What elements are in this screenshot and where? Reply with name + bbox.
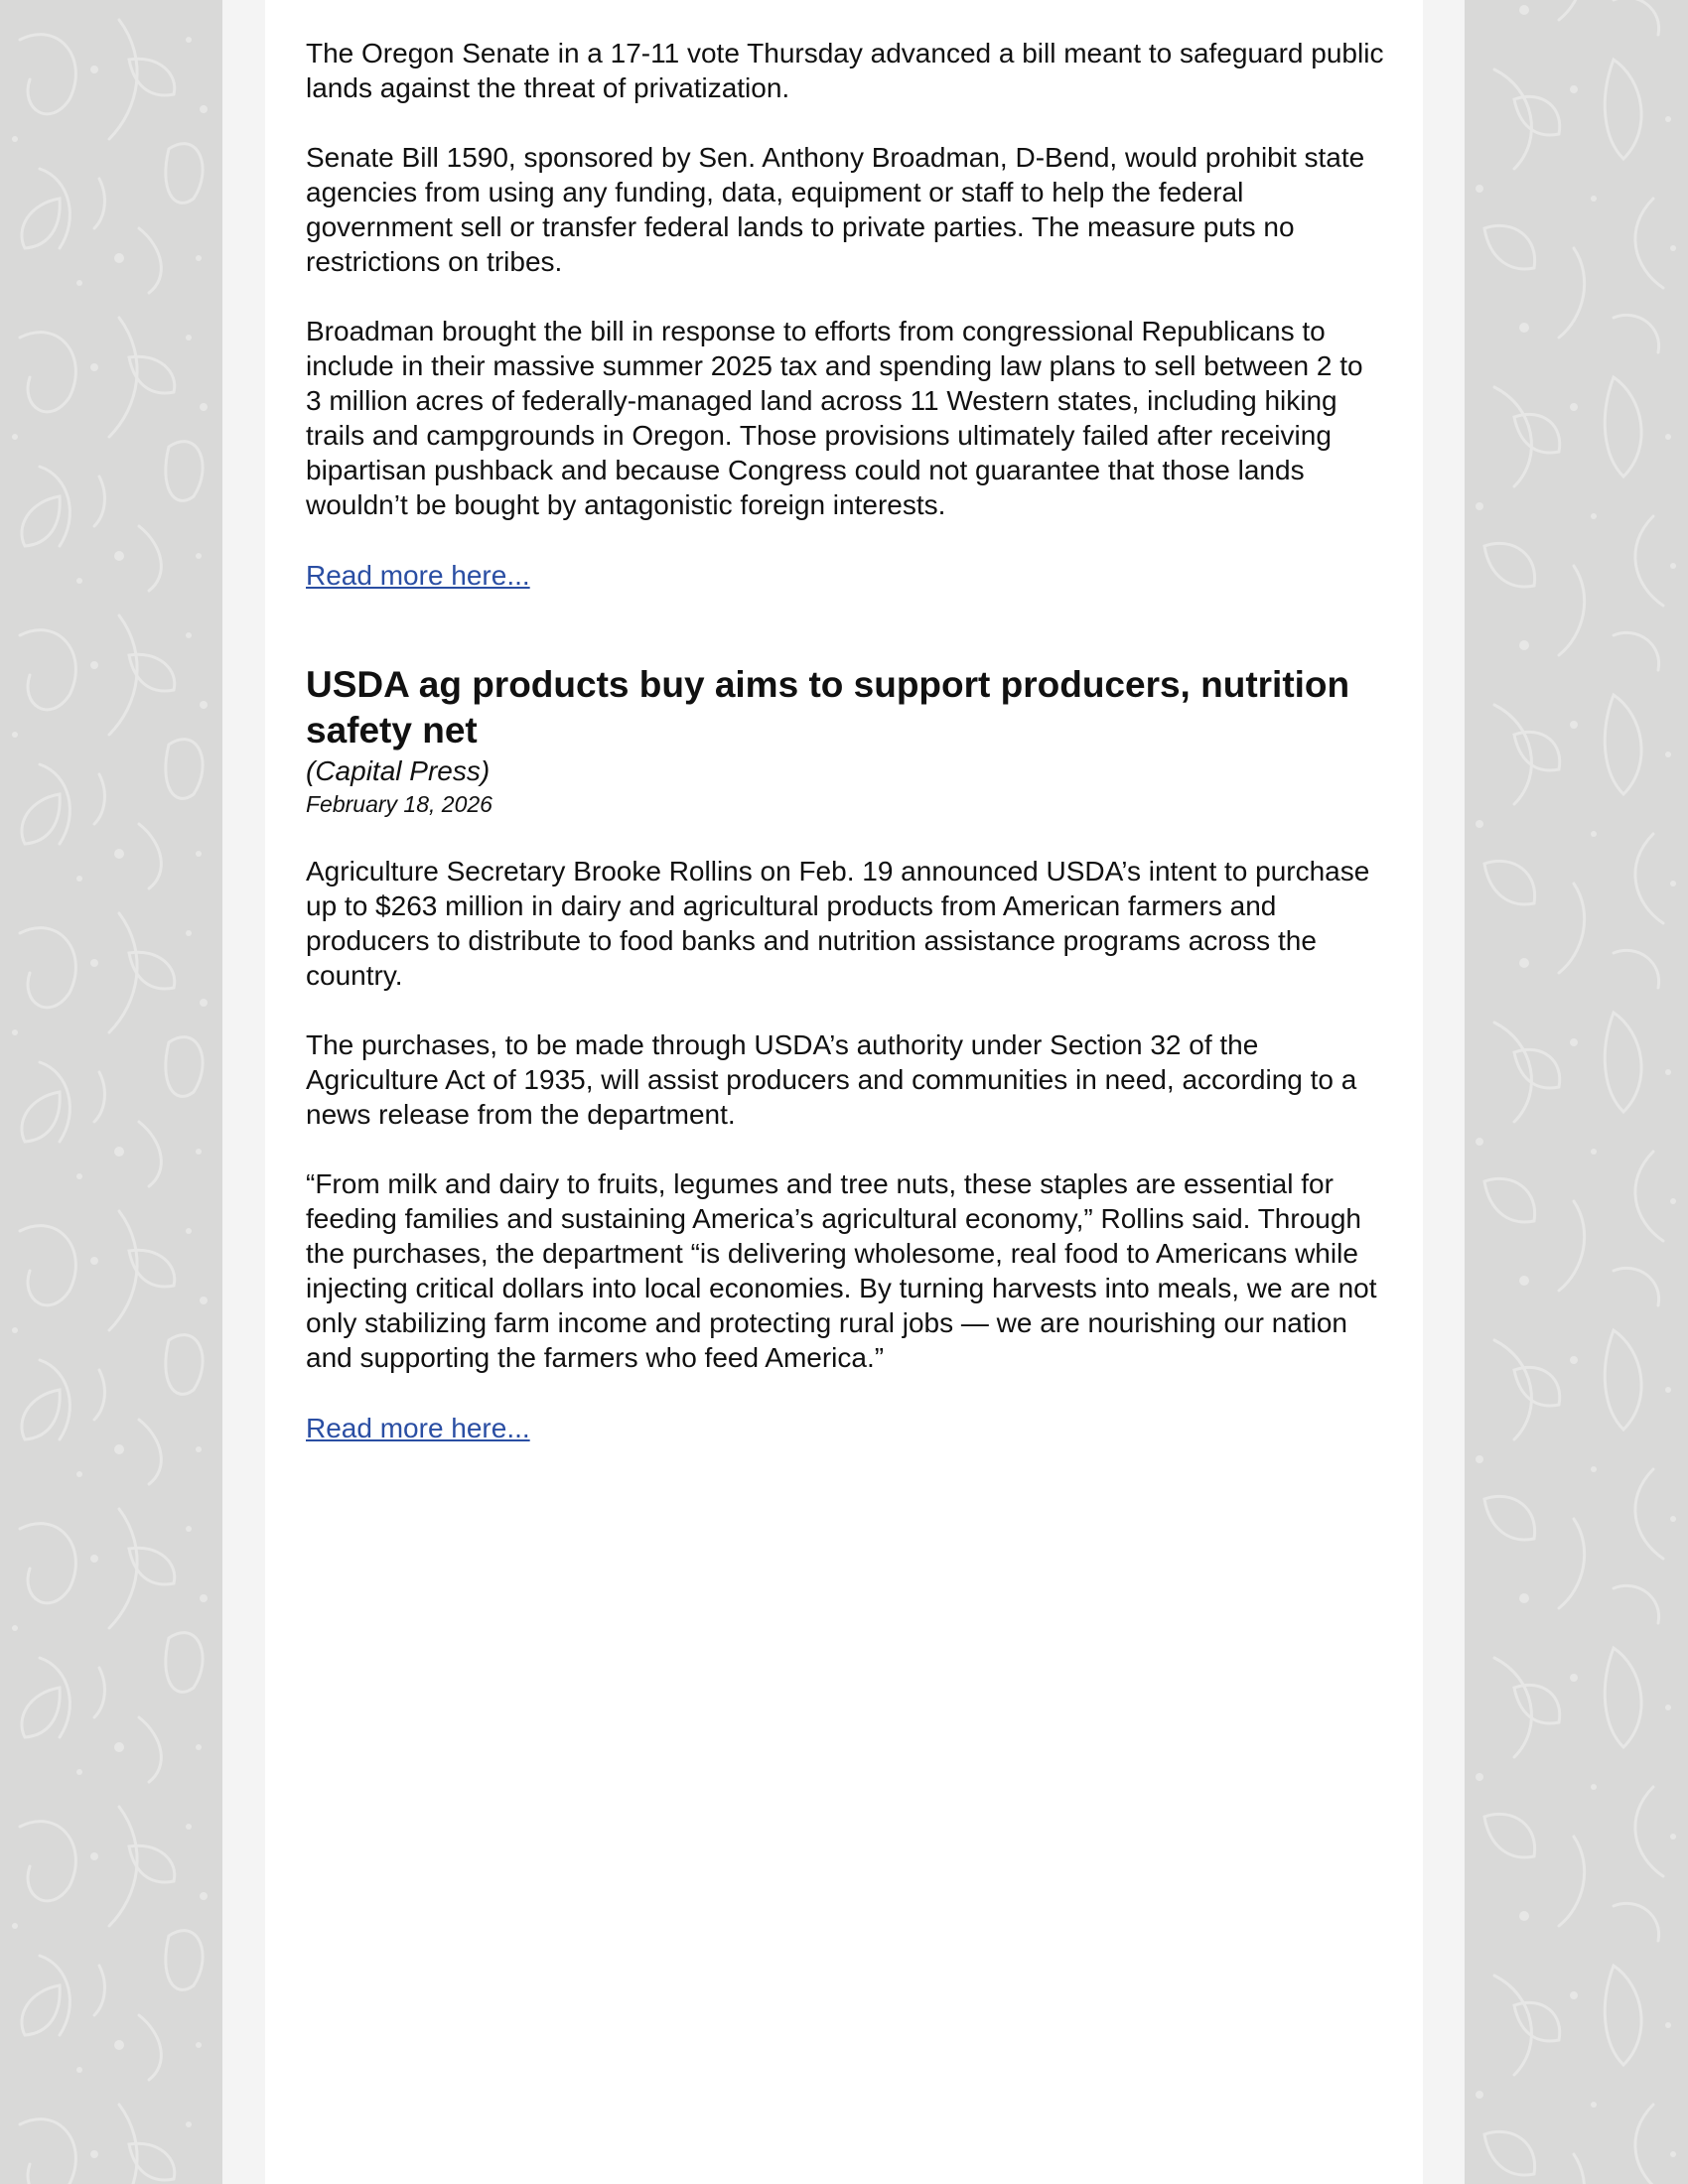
article-oregon-public-lands	[306, 36, 1384, 593]
article-paragraph: The purchases, to be made through USDA’s authority under Section 32 of the Agriculture Act of 1935, will assist producers and communities in need, according to a news release from the department.	[306, 1029, 1357, 1130]
article-source: (Capital Press)	[306, 755, 491, 786]
article-title: USDA ag products buy aims to support producers, nutrition safety net	[306, 664, 1350, 751]
article-usda-products	[306, 662, 1384, 1445]
article-paragraph: Senate Bill 1590, sponsored by Sen. Anthony Broadman, D-Bend, would prohibit state agencies from using any funding, data, equipment or staff to help the federal government sell or transfer federal lands to private parties. The measure puts no restrictions on tribes.	[306, 142, 1365, 277]
leaf-pattern-right	[1465, 0, 1688, 2184]
article-paragraph: Broadman brought the bill in response to efforts from congressional Republicans to include in their massive summer 2025 tax and spending law plans to sell between 2 to 3 million acres of federally-managed land across 11 Western states, including hiking trails and campgrounds in Oregon. Those provisions ultimately failed after receiving bipartisan pushback and because Congress could not guarantee that those lands wouldn’t be bought by antagonistic foreign interests.	[306, 316, 1363, 520]
read-more-link[interactable]: Read more here...	[306, 1413, 530, 1443]
article-date: February 18, 2026	[306, 791, 492, 817]
article-paragraph: “From milk and dairy to fruits, legumes and tree nuts, these staples are essential for feeding families and sustaining America’s agricultural economy,” Rollins said. Through the purchases, the department “is delivering wholesome, real food to Americans while injecting critical dollars into local economies. By turning harvests into meals, we are not only stabilizing farm income and protecting rural jobs — we are nourishing our nation and supporting the farmers who feed America.”	[306, 1168, 1377, 1373]
leaf-pattern-left	[0, 0, 222, 2184]
read-more-link[interactable]: Read more here...	[306, 560, 530, 591]
article-paragraph: Agriculture Secretary Brooke Rollins on Feb. 19 announced USDA’s intent to purchase up to $263 million in dairy and agricultural products from American farmers and producers to distribute to food banks and nutrition assistance programs across the country.	[306, 856, 1370, 991]
article-paragraph: The Oregon Senate in a 17-11 vote Thursday advanced a bill meant to safeguard public lands against the threat of privatization.	[306, 38, 1384, 103]
